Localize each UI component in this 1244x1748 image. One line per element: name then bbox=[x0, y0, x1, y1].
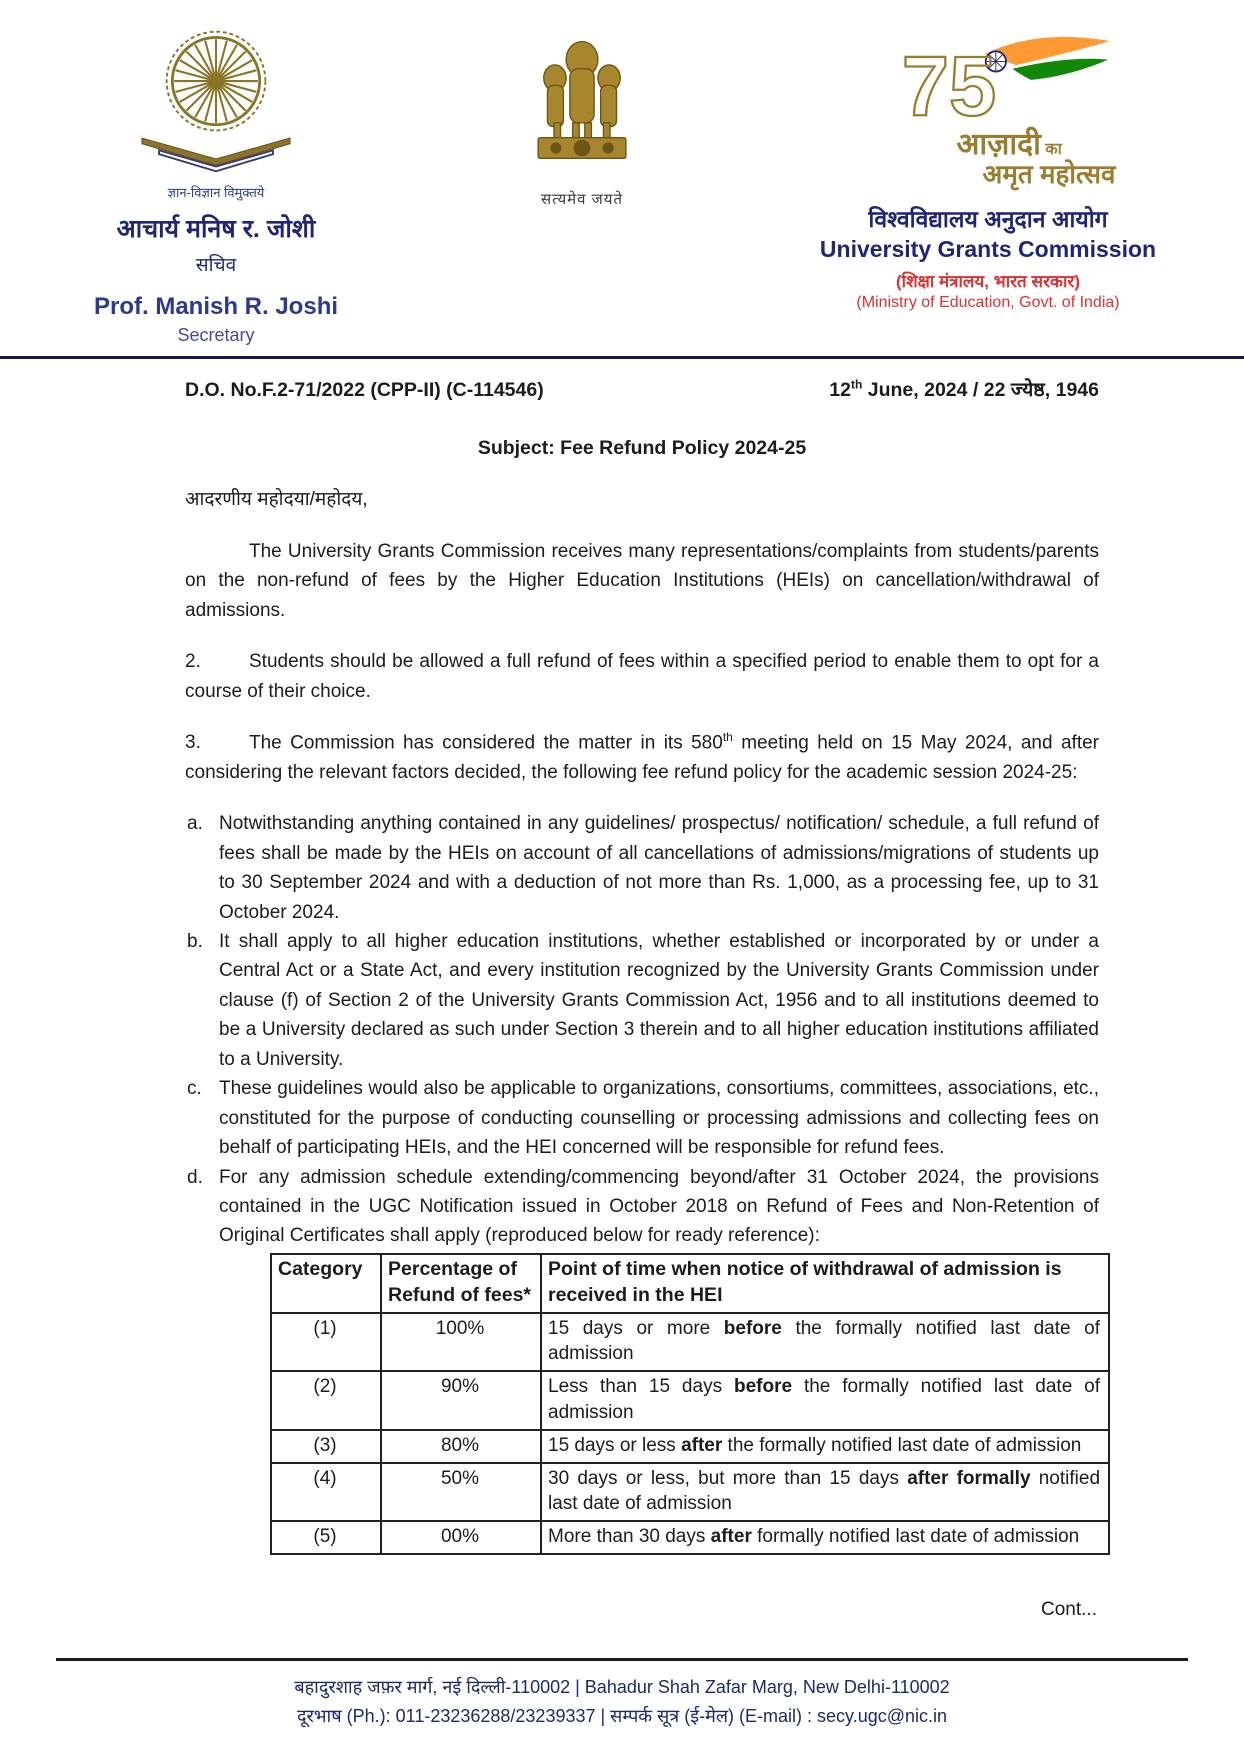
footer-address-line: बहादुरशाह जफ़र मार्ग, नई दिल्ली-110002 | Bahadur Shah Zafar Marg, New Delhi-110002 bbox=[294, 1676, 950, 1697]
azadi-logo-block bbox=[900, 26, 1115, 188]
percentage-cell: 80% bbox=[381, 1430, 541, 1463]
header-percentage: Percentage of Refund of fees* bbox=[381, 1254, 541, 1313]
item-text: It shall apply to all higher education institutions, whether established or incorporated by or under a Central Act or a State Act, and every institution recognized by the University Grants Commission under clause (f) of Section 2 of the University Grants Commission Act, 1956 and to all institutions deemed to be a University declared as such under Section 3 therein and to all higher education institutions affiliated to a University. bbox=[219, 931, 1099, 1070]
percentage-cell: 90% bbox=[381, 1371, 541, 1429]
azadi-text bbox=[900, 129, 1115, 188]
list-item-d bbox=[185, 1163, 1099, 1251]
national-emblem-block bbox=[376, 26, 788, 346]
paragraph-3-number: 3. bbox=[185, 732, 201, 754]
secretary-name-english: Prof. Manish R. Joshi bbox=[93, 293, 339, 320]
paragraph-2: 2. Students should be allowed a full refund of fees within a specified period to enable them to opt for a course of their choice. bbox=[185, 647, 1099, 706]
paragraph-1: The University Grants Commission receives many representations/complaints from students/parents on the non-refund of fees by the Higher Education Institutions (HEIs) on cancellation/withdrawal of admissions. bbox=[185, 540, 1099, 621]
secretary-block bbox=[56, 26, 376, 346]
azadi-line1: आज़ादी bbox=[956, 128, 1041, 161]
continuation-marker: Cont... bbox=[1041, 1598, 1097, 1620]
table-row bbox=[271, 1463, 1109, 1521]
item-label: b. bbox=[187, 931, 203, 953]
footer-contact-line: दूरभाष (Ph.): 011-23236288/23239337 | सम्पर्क सूत्र (ई-मेल) (E-mail) : secy.ugc@nic.in bbox=[296, 1706, 948, 1727]
item-text: Notwithstanding anything contained in any guidelines/ prospectus/ notification/ schedule, a full refund of fees shall be made by the HEIs on account of all cancellations of admissions/migrations of students up to 30 September 2024 and with a deduction of not more than Rs. 1,000, as a processing fee, up to 31 October 2024. bbox=[219, 813, 1099, 923]
letter-date: 12th June, 2024 / 22 ज्येष्ठ, 1946 bbox=[829, 377, 1099, 401]
letter-body bbox=[0, 359, 1244, 1624]
secretary-name-hindi: आचार्य मनिष र. जोशी bbox=[116, 215, 316, 243]
ministry-hindi: (शिक्षा मंत्रालय, भारत सरकार) bbox=[896, 271, 1080, 291]
point-cell: 15 days or more before the formally notified last date of admission bbox=[541, 1313, 1109, 1371]
header-category: Category bbox=[271, 1254, 381, 1313]
org-name-hindi: विश्वविद्यालय अनुदान आयोग bbox=[868, 205, 1108, 232]
paragraph-2-number: 2. bbox=[185, 651, 201, 673]
subject-line: Subject: Fee Refund Policy 2024-25 bbox=[477, 437, 807, 460]
reference-number: D.O. No.F.2-71/2022 (CPP-II) (C-114546) bbox=[185, 379, 544, 401]
emblem-caption: सत्यमेव जयते bbox=[540, 191, 624, 208]
azadi-ka: का bbox=[1040, 141, 1062, 158]
table-header-row bbox=[271, 1254, 1109, 1313]
table-row bbox=[271, 1430, 1109, 1463]
letterhead bbox=[0, 0, 1244, 346]
percentage-cell: 00% bbox=[381, 1521, 541, 1554]
item-label: a. bbox=[187, 813, 203, 835]
salutation: आदरणीय महोदया/महोदय, bbox=[185, 489, 368, 511]
item-text: These guidelines would also be applicable to organizations, consortiums, committees, associations, etc., constituted for the purpose of conducting counselling or processing admissions and collecting fees on behalf of participating HEIs, and the HEI concerned will be responsible for refund fees. bbox=[219, 1078, 1099, 1159]
table-row bbox=[271, 1371, 1109, 1429]
azadi-line2: अमृत महोत्सव bbox=[982, 158, 1116, 189]
item-label: d. bbox=[187, 1166, 203, 1188]
point-cell: More than 30 days after formally notified last date of admission bbox=[541, 1521, 1109, 1554]
percentage-cell: 100% bbox=[381, 1313, 541, 1371]
paragraph-3: 3. The Commission has considered the matter in its 580th meeting held on 15 May 2024, and after considering the relevant factors decided, the following fee refund policy for the academic session 2024-25: bbox=[185, 730, 1099, 783]
table-row bbox=[271, 1521, 1109, 1554]
refund-policy-table bbox=[270, 1253, 1110, 1555]
list-item-c bbox=[185, 1074, 1099, 1162]
policy-item-list bbox=[185, 809, 1099, 1251]
ugc-title-block bbox=[788, 26, 1188, 346]
list-item-b bbox=[185, 927, 1099, 1074]
header-point-of-time: Point of time when notice of withdrawal of admission is received in the HEI bbox=[541, 1254, 1109, 1313]
point-cell: 30 days or less, but more than 15 days after formally notified last date of admission bbox=[541, 1463, 1109, 1521]
ugc-motto: ज्ञान-विज्ञान विमुक्तये bbox=[167, 185, 265, 200]
table-row bbox=[271, 1313, 1109, 1371]
point-cell: Less than 15 days before the formally notified last date of admission bbox=[541, 1371, 1109, 1429]
secretary-post-english: Secretary bbox=[177, 325, 255, 345]
category-cell: (2) bbox=[271, 1371, 381, 1429]
list-item-a bbox=[185, 809, 1099, 927]
item-label: c. bbox=[187, 1078, 202, 1100]
org-name-english: University Grants Commission bbox=[819, 235, 1157, 262]
category-cell: (3) bbox=[271, 1430, 381, 1463]
category-cell: (1) bbox=[271, 1313, 381, 1371]
percentage-cell: 50% bbox=[381, 1463, 541, 1521]
ministry-english: (Ministry of Education, Govt. of India) bbox=[856, 293, 1120, 311]
secretary-post-hindi: सचिव bbox=[195, 255, 237, 276]
item-text: For any admission schedule extending/commencing beyond/after 31 October 2024, the provisions contained in the UGC Notification issued in October 2018 on Refund of Fees and Non-Retention of Original Certificates shall apply (reproduced below for ready reference): bbox=[219, 1166, 1099, 1247]
point-cell: 15 days or less after the formally notified last date of admission bbox=[541, 1430, 1109, 1463]
category-cell: (5) bbox=[271, 1521, 381, 1554]
category-cell: (4) bbox=[271, 1463, 381, 1521]
india-lion-capital-emblem-icon bbox=[526, 30, 638, 182]
azadi-75-numeral: 75 bbox=[902, 37, 997, 130]
letter-footer bbox=[56, 1658, 1188, 1732]
azadi-ka-amrit-mahotsav-logo-icon bbox=[900, 26, 1112, 130]
ugc-logo-icon bbox=[121, 26, 311, 176]
reference-row bbox=[185, 375, 1099, 405]
